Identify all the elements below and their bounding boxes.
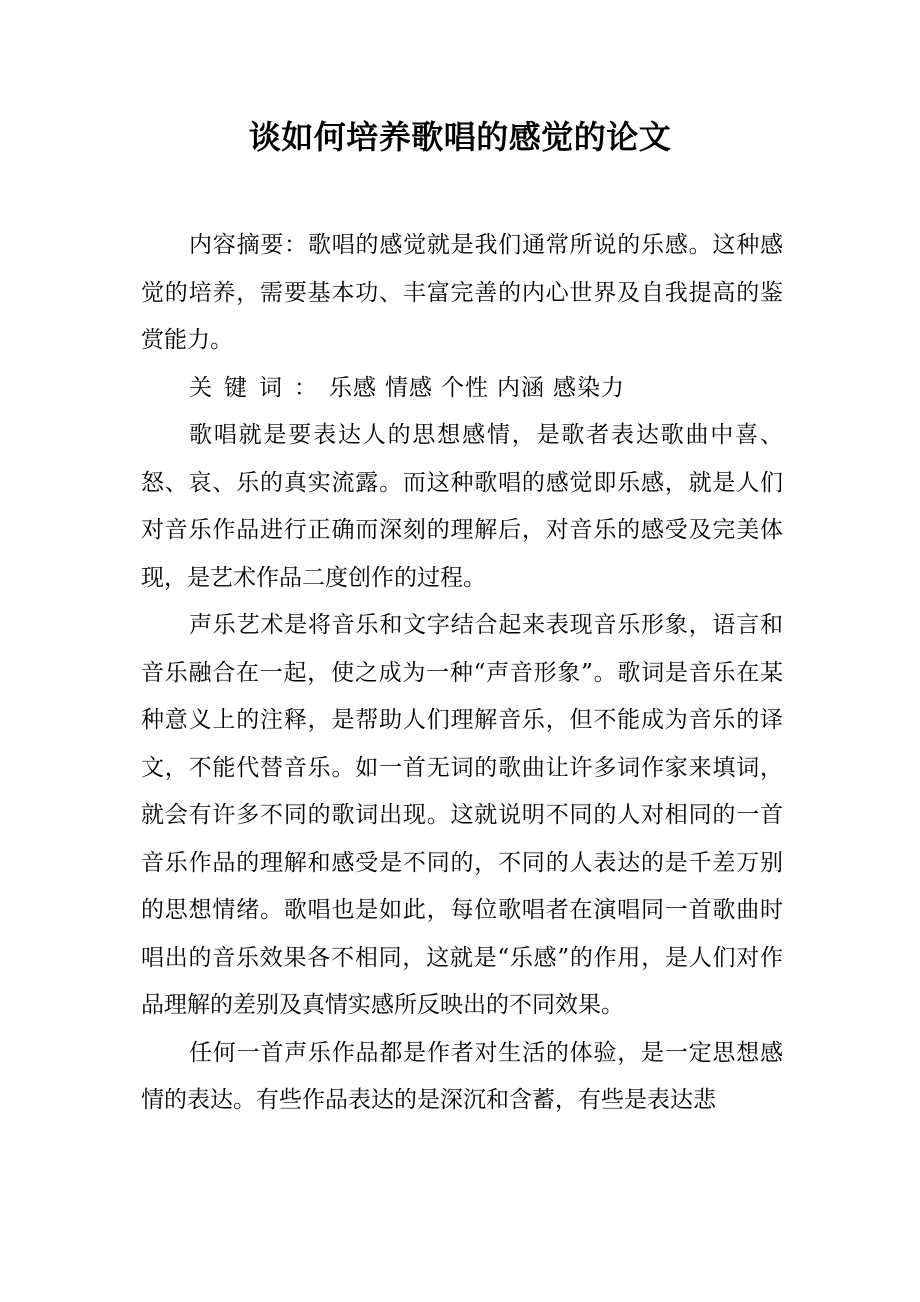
body-paragraph: 声乐艺术是将音乐和文字结合起来表现音乐形象，语言和音乐融合在一起，使之成为一种“声音形象”。歌词是音乐在某种意义上的注释，是帮助人们理解音乐，但不能成为音乐的译文，不能代替音乐。如一首无词的歌曲让许多词作家来填词，就会有许多不同的歌词出现。这就说明不同的人对相同的一首音乐作品的理解和感受是不同的，不同的人表达的是千差万别的思想情绪。歌唱也是如此，每位歌唱者在演唱同一首歌曲时唱出的音乐效果各不相同，这就是“乐感”的作用，是人们对作品理解的差别及真情实感所反映出的不同效果。 xyxy=(141,612,783,1018)
body-paragraph: 歌唱就是要表达人的思想感情，是歌者表达歌曲中喜、怒、哀、乐的真实流露。而这种歌唱的感觉即乐感，就是人们对音乐作品进行正确而深刻的理解后，对音乐的感受及完美体现，是艺术作品二度创作的过程。 xyxy=(141,422,783,591)
keyword: 内涵 xyxy=(497,374,545,401)
keywords-line xyxy=(141,365,783,413)
document-title: 谈如何培养歌唱的感觉的论文 xyxy=(248,118,672,156)
abstract-paragraph: 内容摘要：歌唱的感觉就是我们通常所说的乐感。这种感觉的培养，需要基本功、丰富完善的内心世界及自我提高的鉴赏能力。 xyxy=(141,232,783,353)
keyword: 个性 xyxy=(441,374,489,401)
document-body xyxy=(141,222,783,1125)
keyword: 感染力 xyxy=(553,374,625,401)
keyword: 乐感 xyxy=(329,374,377,401)
body-paragraph: 任何一首声乐作品都是作者对生活的体验，是一定思想感情的表达。有些作品表达的是深沉和含蓄，有些是表达悲 xyxy=(141,1039,783,1113)
keyword: 情感 xyxy=(385,374,433,401)
keywords-label: 关键词： xyxy=(189,374,329,401)
